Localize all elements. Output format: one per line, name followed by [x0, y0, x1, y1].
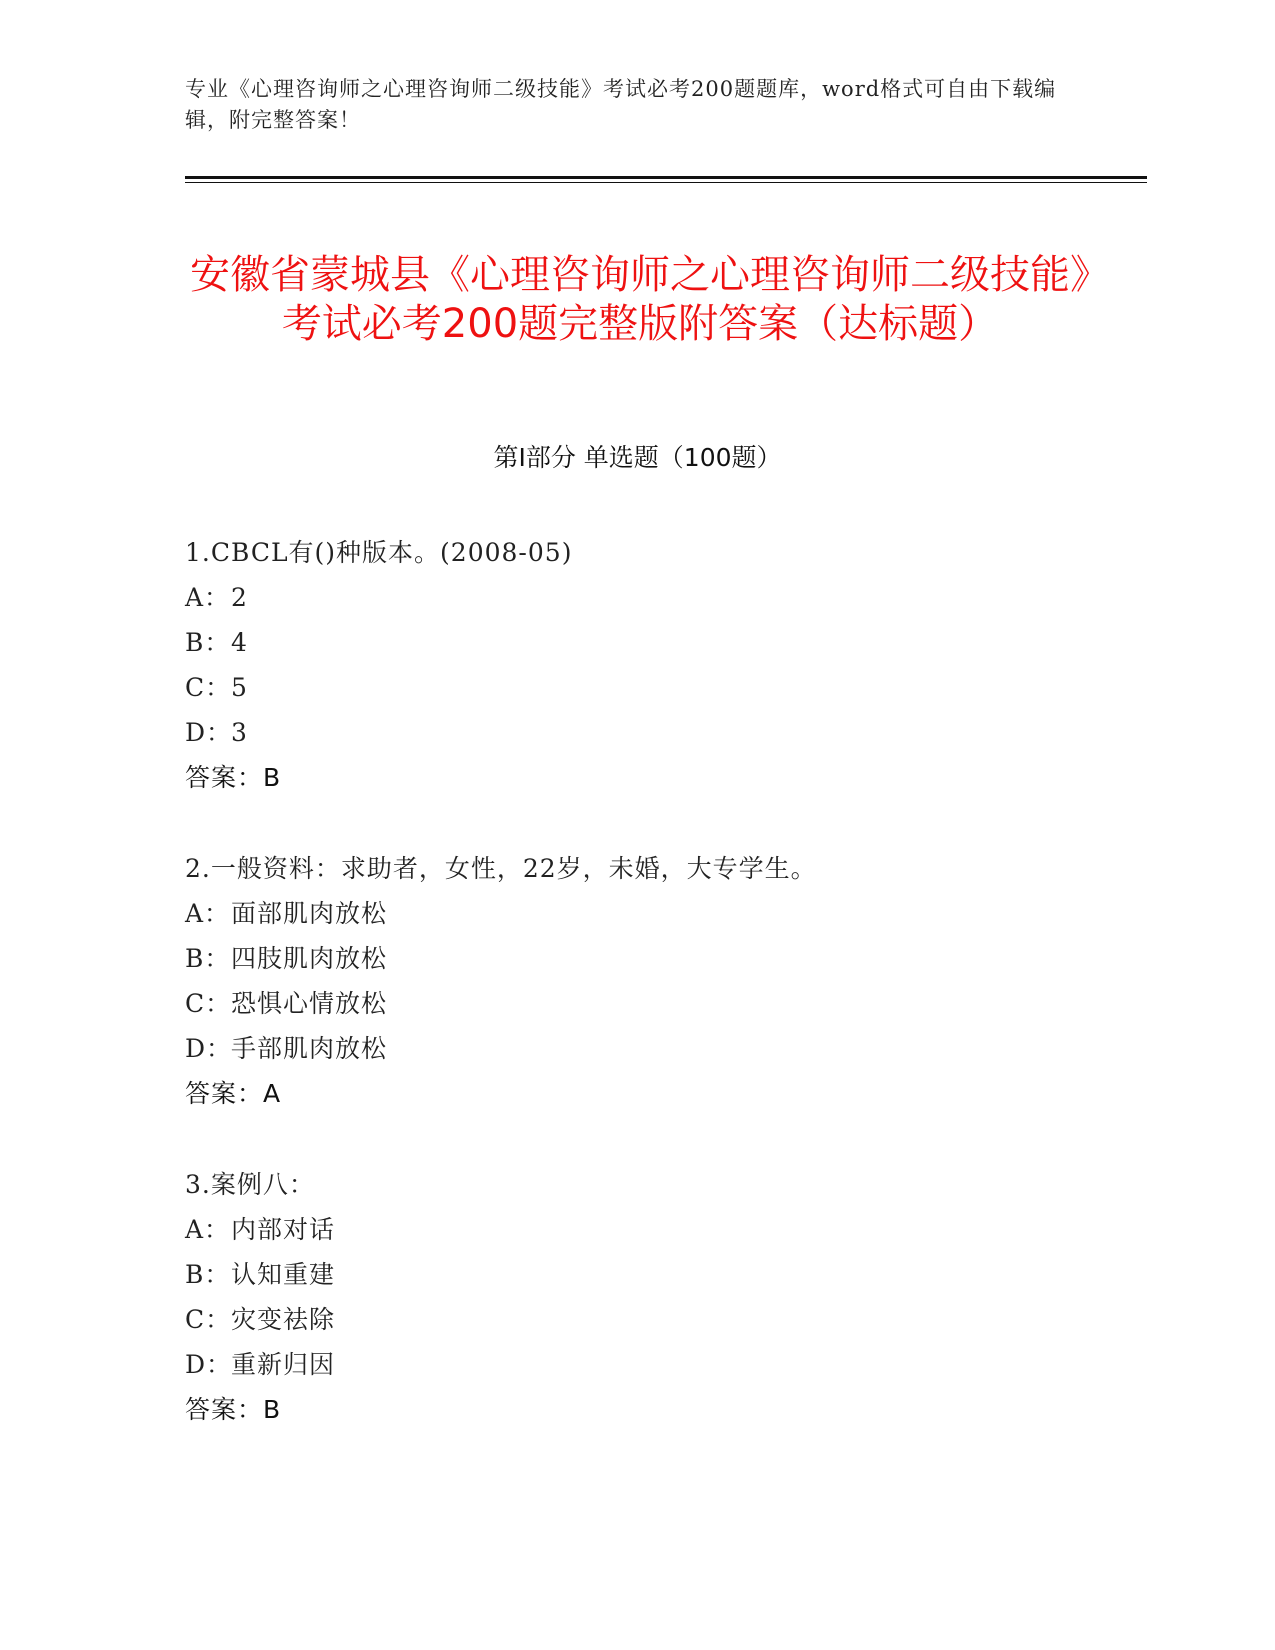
option-text: 内部对话	[231, 1215, 336, 1244]
option-text: 重新归因	[231, 1350, 336, 1379]
option-text: 面部肌肉放松	[231, 899, 388, 928]
option-text: 2	[231, 583, 248, 612]
option-b	[185, 936, 1085, 981]
answer-line: 答案：A	[185, 1079, 282, 1108]
option-letter: C：	[185, 1305, 232, 1334]
option-b	[185, 1252, 1085, 1297]
question-2	[185, 846, 1085, 1116]
option-a	[185, 1207, 1085, 1252]
option-b	[185, 620, 1085, 665]
option-c	[185, 1297, 1085, 1342]
option-d	[185, 710, 1085, 755]
option-a	[185, 891, 1085, 936]
document-title: 安徽省蒙城县《心理咨询师之心理咨询师二级技能》考试必考200题完整版附答案（达标题）	[190, 251, 1090, 347]
option-text: 3	[231, 718, 248, 747]
option-text: 四肢肌肉放松	[231, 944, 388, 973]
option-text: 恐惧心情放松	[231, 989, 388, 1018]
option-d	[185, 1026, 1085, 1071]
option-letter: B：	[185, 1260, 231, 1289]
option-d	[185, 1342, 1085, 1387]
option-c	[185, 665, 1085, 710]
option-letter: D：	[185, 1034, 233, 1063]
header-rule-thin	[185, 182, 1147, 183]
header-note: 专业《心理咨询师之心理咨询师二级技能》考试必考200题题库，word格式可自由下载编辑，附完整答案！	[185, 77, 1057, 132]
option-c	[185, 981, 1085, 1026]
question-1	[185, 530, 1085, 800]
header-rule-thick	[185, 176, 1147, 179]
question-stem: 1.CBCL有()种版本。(2008-05)	[185, 538, 573, 567]
option-text: 4	[231, 628, 248, 657]
option-letter: D：	[185, 1350, 233, 1379]
option-text: 认知重建	[231, 1260, 336, 1289]
answer-line: 答案：B	[185, 1395, 282, 1424]
answer-line: 答案：B	[185, 763, 282, 792]
option-letter: A：	[185, 899, 231, 928]
question-list	[185, 530, 1085, 1478]
option-a	[185, 575, 1085, 620]
option-letter: D：	[185, 718, 233, 747]
option-letter: A：	[185, 583, 231, 612]
option-letter: B：	[185, 944, 231, 973]
option-text: 手部肌肉放松	[231, 1034, 388, 1063]
section-heading: 第Ⅰ部分 单选题（100题）	[493, 443, 782, 472]
question-3	[185, 1162, 1085, 1432]
option-letter: C：	[185, 989, 232, 1018]
question-stem: 2.一般资料：求助者，女性，22岁，未婚，大专学生。	[185, 854, 817, 883]
option-letter: C：	[185, 673, 232, 702]
question-stem: 3.案例八：	[185, 1170, 315, 1199]
option-text: 灾变祛除	[231, 1305, 336, 1334]
option-letter: A：	[185, 1215, 231, 1244]
option-letter: B：	[185, 628, 231, 657]
option-text: 5	[231, 673, 248, 702]
